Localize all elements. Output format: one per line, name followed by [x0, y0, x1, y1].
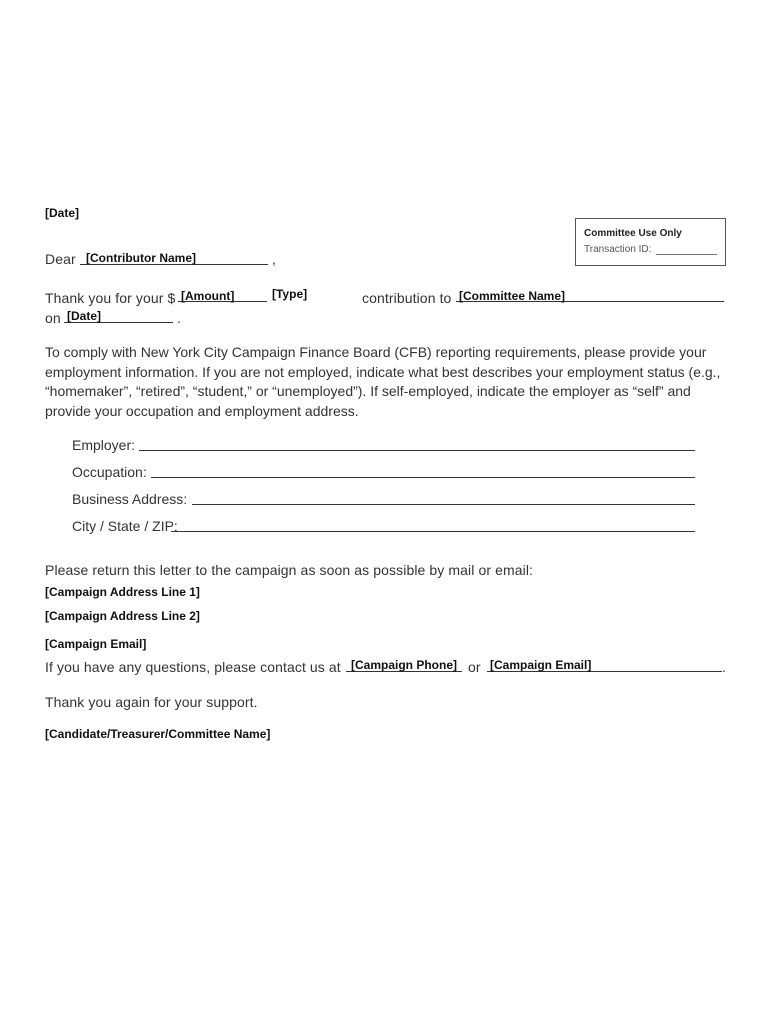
- date-placeholder: [Date]: [45, 206, 80, 220]
- questions-or: or: [468, 659, 481, 675]
- business-address-label: Business Address:: [72, 491, 188, 507]
- contribution-to-label: contribution to: [362, 290, 452, 306]
- questions-period: .: [722, 659, 726, 675]
- employer-label: Employer:: [72, 437, 136, 453]
- city-state-zip-label: City / State / ZIP:: [72, 518, 178, 534]
- salutation-dear: Dear: [45, 251, 76, 267]
- employer-field[interactable]: [139, 450, 695, 451]
- return-instructions: Please return this letter to the campaign as soon as possible by mail or email:: [45, 562, 534, 578]
- cfb-paragraph: To comply with New York City Campaign Finance Board (CFB) reporting requirements, please provide your employment information. If you are not employed, indicate what best describes your employment status (e.g., “homemaker”, “retired”, “student,” or “unemployed”). If self-employed, indicate the employer as “self” and provide your occupation and employment address.: [45, 344, 721, 419]
- campaign-address-line2: [Campaign Address Line 2]: [45, 609, 200, 623]
- city-state-zip-field[interactable]: [171, 531, 695, 532]
- transaction-id-line[interactable]: [656, 254, 717, 255]
- campaign-email: [Campaign Email]: [45, 637, 147, 651]
- campaign-phone-placeholder: [Campaign Phone]: [351, 658, 458, 672]
- committee-use-title: Committee Use Only: [584, 228, 682, 239]
- type-placeholder: [Type]: [272, 287, 308, 301]
- on-period: .: [177, 310, 181, 326]
- signature-placeholder: [Candidate/Treasurer/Committee Name]: [45, 727, 271, 741]
- campaign-email-placeholder: [Campaign Email]: [490, 658, 592, 672]
- transaction-id-label: Transaction ID:: [584, 244, 652, 255]
- committee-name-placeholder: [Committee Name]: [459, 289, 566, 303]
- thank-again: Thank you again for your support.: [45, 694, 258, 710]
- questions-prefix: If you have any questions, please contact us at: [45, 659, 341, 675]
- on-label: on: [45, 310, 61, 326]
- occupation-field[interactable]: [151, 477, 695, 478]
- salutation-comma: ,: [272, 251, 276, 267]
- committee-use-box: [575, 218, 726, 266]
- campaign-address-line1: [Campaign Address Line 1]: [45, 585, 200, 599]
- occupation-label: Occupation:: [72, 464, 147, 480]
- amount-placeholder: [Amount]: [181, 289, 235, 303]
- business-address-field[interactable]: [192, 504, 695, 505]
- contributor-name-placeholder: [Contributor Name]: [86, 251, 196, 265]
- contribution-date-placeholder: [Date]: [67, 309, 102, 323]
- thanks-prefix: Thank you for your $: [45, 290, 176, 306]
